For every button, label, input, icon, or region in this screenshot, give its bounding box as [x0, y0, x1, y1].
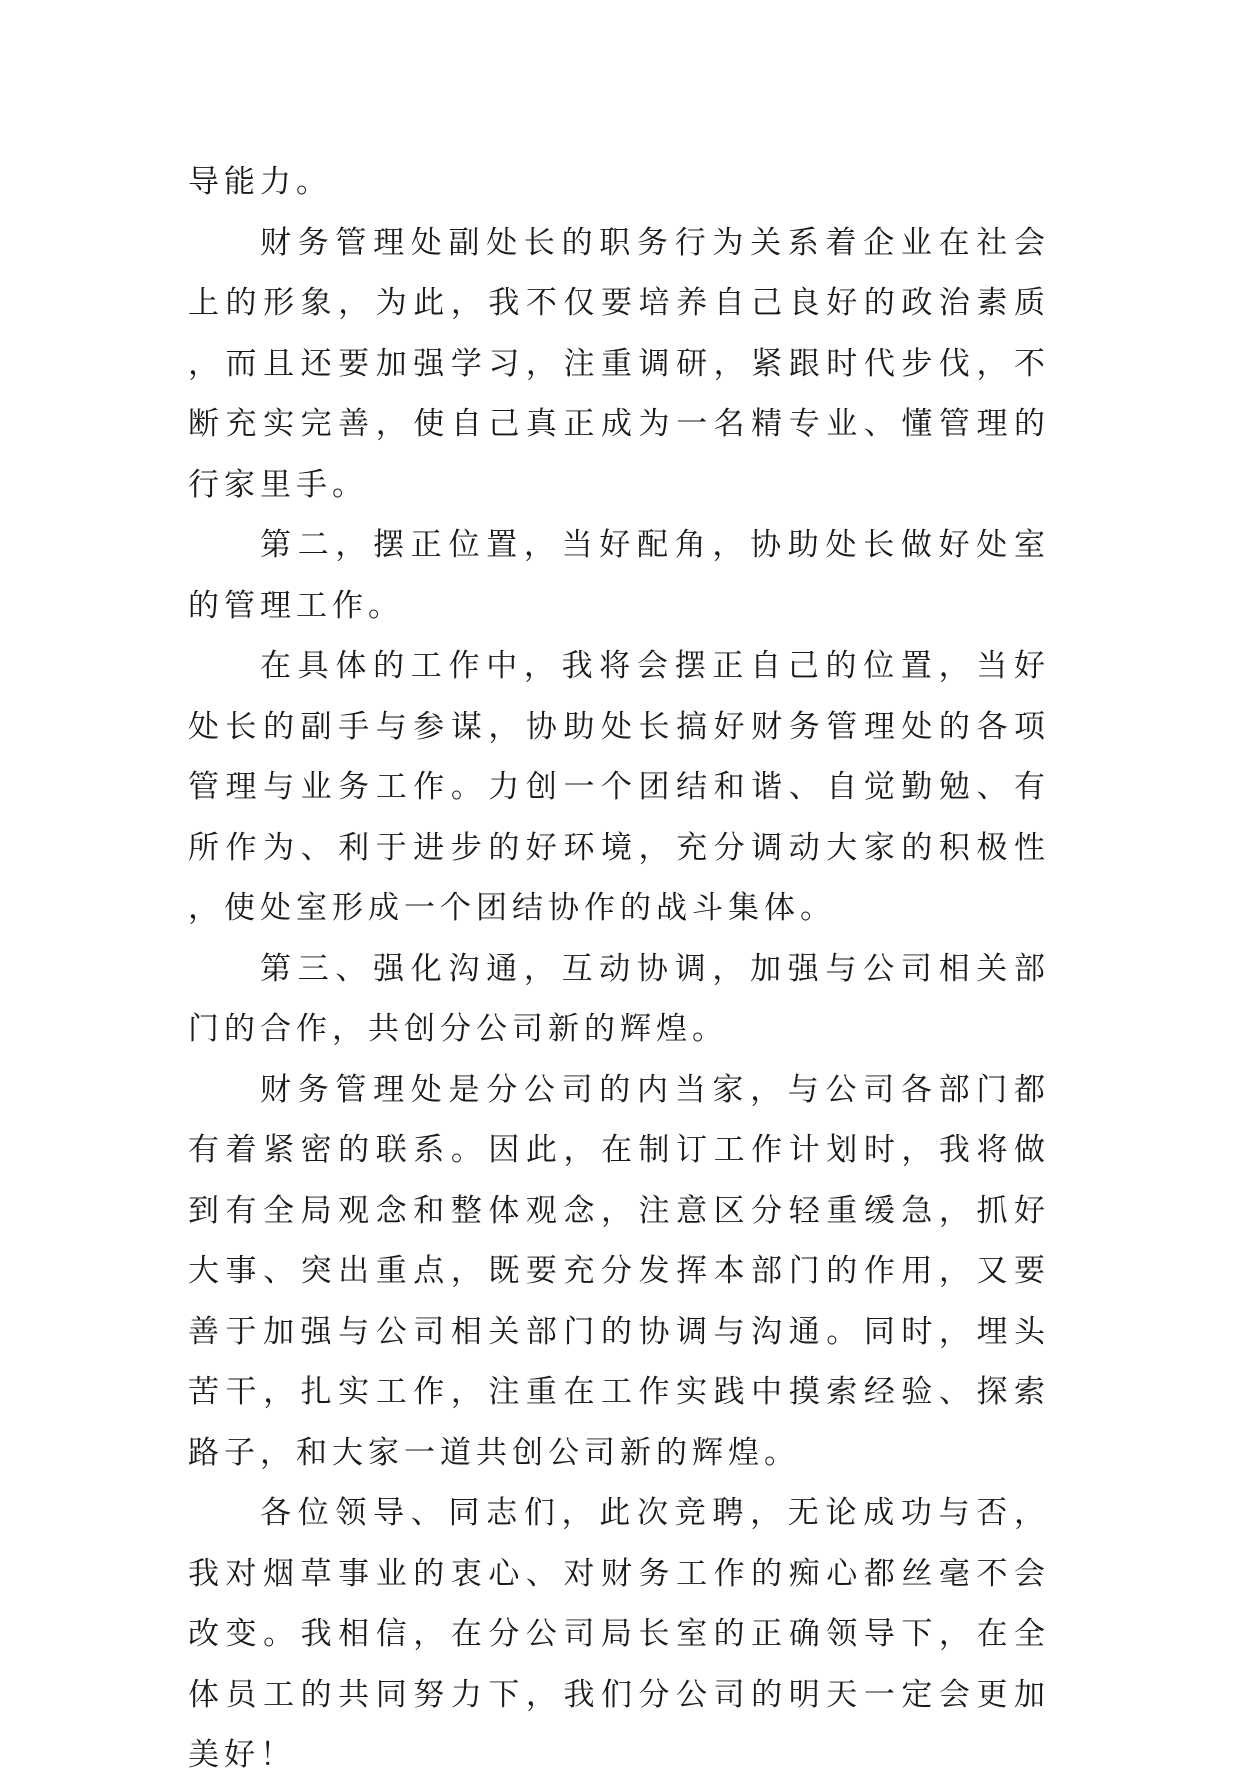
paragraph-7: 各位领导、同志们，此次竞聘，无论成功与否，我对烟草事业的衷心、对财务工作的痴心都丝毫不会改变。我相信，在分公司局长室的正确领导下，在全体员工的共同努力下，我们分公司的明天一定会更加美好！: [188, 1495, 1050, 1773]
paragraph-6: 财务管理处是分公司的内当家，与公司各部门都有着紧密的联系。因此，在制订工作计划时，我将做到有全局观念和整体观念，注意区分轻重缓急，抓好大事、突出重点，既要充分发挥本部门的作用，又要善于加强与公司相关部门的协调与沟通。同时，埋头苦干，扎实工作，注重在工作实践中摸索经验、探索路子，和大家一道共创公司新的辉煌。: [188, 1071, 1050, 1471]
document-body: [188, 152, 1050, 1786]
paragraph-3: 第二，摆正位置，当好配角，协助处长做好处室的管理工作。: [188, 527, 1050, 624]
paragraph-2: 财务管理处副处长的职务行为关系着企业在社会上的形象，为此，我不仅要培养自己良好的政治素质，而且还要加强学习，注重调研，紧跟时代步伐，不断充实完善，使自己真正成为一名精专业、懂管理的行家里手。: [188, 224, 1050, 503]
paragraph-1: 导能力。: [188, 164, 332, 200]
paragraph-4: 在具体的工作中，我将会摆正自己的位置，当好处长的副手与参谋，协助处长搞好财务管理处的各项管理与业务工作。力创一个团结和谐、自觉勤勉、有所作为、利于进步的好环境，充分调动大家的积极性，使处室形成一个团结协作的战斗集体。: [188, 648, 1050, 926]
paragraph-5: 第三、强化沟通，互动协调，加强与公司相关部门的合作，共创分公司新的辉煌。: [188, 950, 1050, 1047]
